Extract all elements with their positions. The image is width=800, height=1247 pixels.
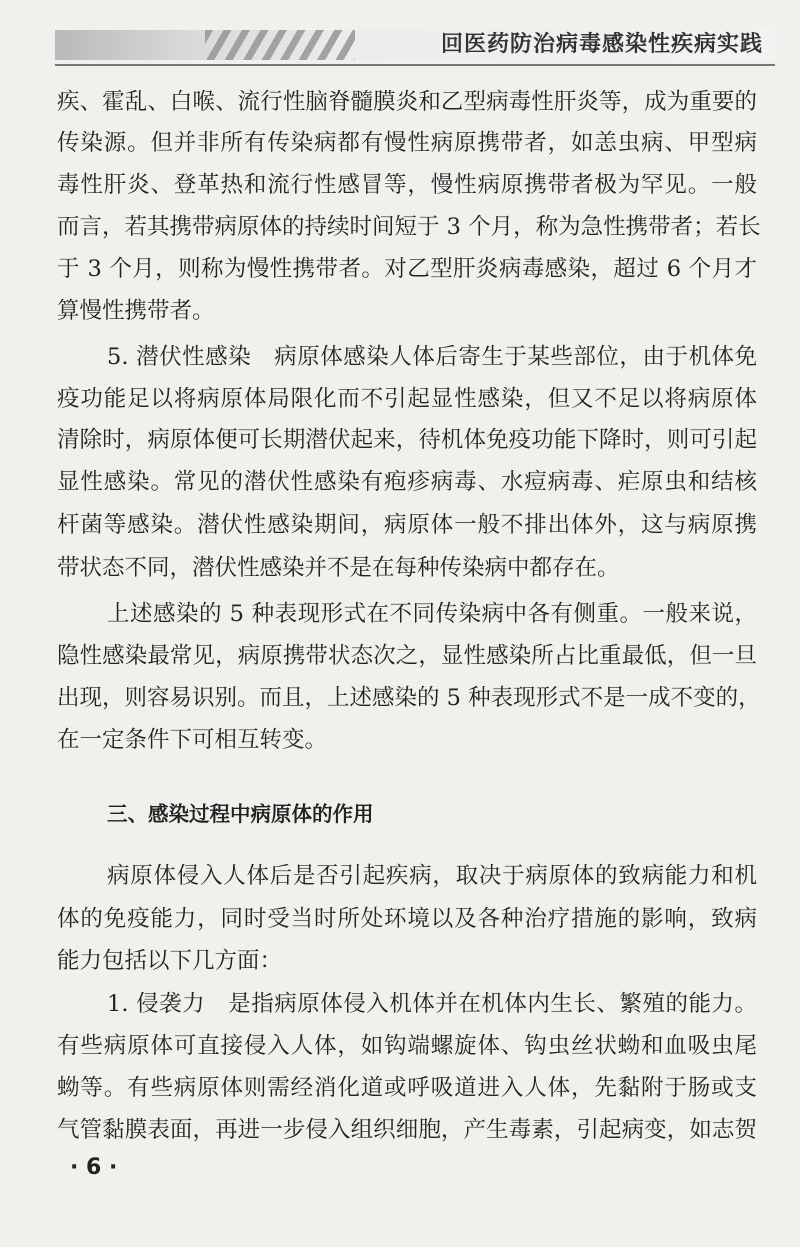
text-line: 带状态不同，潜伏性感染并不是在每种传染病中都存在。 xyxy=(57,555,620,581)
text-line: 而言，若其携带病原体的持续时间短于 3 个月，称为急性携带者；若长 xyxy=(57,214,761,240)
text-line: 疫功能足以将病原体局限化而不引起显性感染，但又不足以将病原体 xyxy=(57,386,757,412)
book-title: 回医药防治病毒感染性疾病实践 xyxy=(440,32,763,57)
text-line: 毒性肝炎、登革热和流行性感冒等，慢性病原携带者极为罕见。一般 xyxy=(57,172,757,198)
text-line: 体的免疫能力，同时受当时所处环境以及各种治疗措施的影响，致病 xyxy=(57,906,757,932)
text-line: 疾、霍乱、白喉、流行性脑脊髓膜炎和乙型病毒性肝炎等，成为重要的 xyxy=(57,89,757,115)
text-line: 气管黏膜表面，再进一步侵入组织细胞，产生毒素，引起病变，如志贺 xyxy=(57,1117,757,1143)
paragraph-start: 上述感染的 5 种表现形式在不同传染病中各有侧重。一般来说， xyxy=(107,601,757,627)
text-line: 在一定条件下可相互转变。 xyxy=(57,727,328,753)
paragraph-start: 1. 侵袭力 是指病原体侵入机体并在机体内生长、繁殖的能力。 xyxy=(107,991,757,1017)
text-line: 出现，则容易识别。而且，上述感染的 5 种表现形式不是一成不变的， xyxy=(57,685,761,711)
text-line: 传染源。但并非所有传染病都有慢性病原携带者，如恙虫病、甲型病 xyxy=(57,130,757,156)
paragraph-start: 5. 潜伏性感染 病原体感染人体后寄生于某些部位，由于机体免 xyxy=(107,344,757,370)
section-heading: 三、感染过程中病原体的作用 xyxy=(107,802,374,826)
text-line: 能力包括以下几方面： xyxy=(57,948,283,974)
text-line: 隐性感染最常见，病原携带状态次之，显性感染所占比重最低，但一旦 xyxy=(57,643,757,669)
text-line: 蚴等。有些病原体则需经消化道或呼吸道进入人体，先黏附于肠或支 xyxy=(57,1075,757,1101)
text-line: 有些病原体可直接侵入人体，如钩端螺旋体、钩虫丝状蚴和血吸虫尾 xyxy=(57,1033,757,1059)
running-header xyxy=(55,24,775,66)
paragraph-start: 病原体侵入人体后是否引起疾病，取决于病原体的致病能力和机 xyxy=(107,863,757,889)
text-line: 显性感染。常见的潜伏性感染有疱疹病毒、水痘病毒、疟原虫和结核 xyxy=(57,469,757,495)
text-line: 于 3 个月，则称为慢性携带者。对乙型肝炎病毒感染，超过 6 个月才 xyxy=(57,256,757,282)
page-number: · 6 · xyxy=(70,1155,118,1180)
text-line: 杆菌等感染。潜伏性感染期间，病原体一般不排出体外，这与病原携 xyxy=(57,512,757,538)
text-line: 算慢性携带者。 xyxy=(57,298,215,324)
header-rule xyxy=(55,64,775,66)
header-stripe-decoration xyxy=(205,30,355,60)
text-line: 清除时，病原体便可长期潜伏起来，待机体免疫功能下降时，则可引起 xyxy=(57,427,757,453)
